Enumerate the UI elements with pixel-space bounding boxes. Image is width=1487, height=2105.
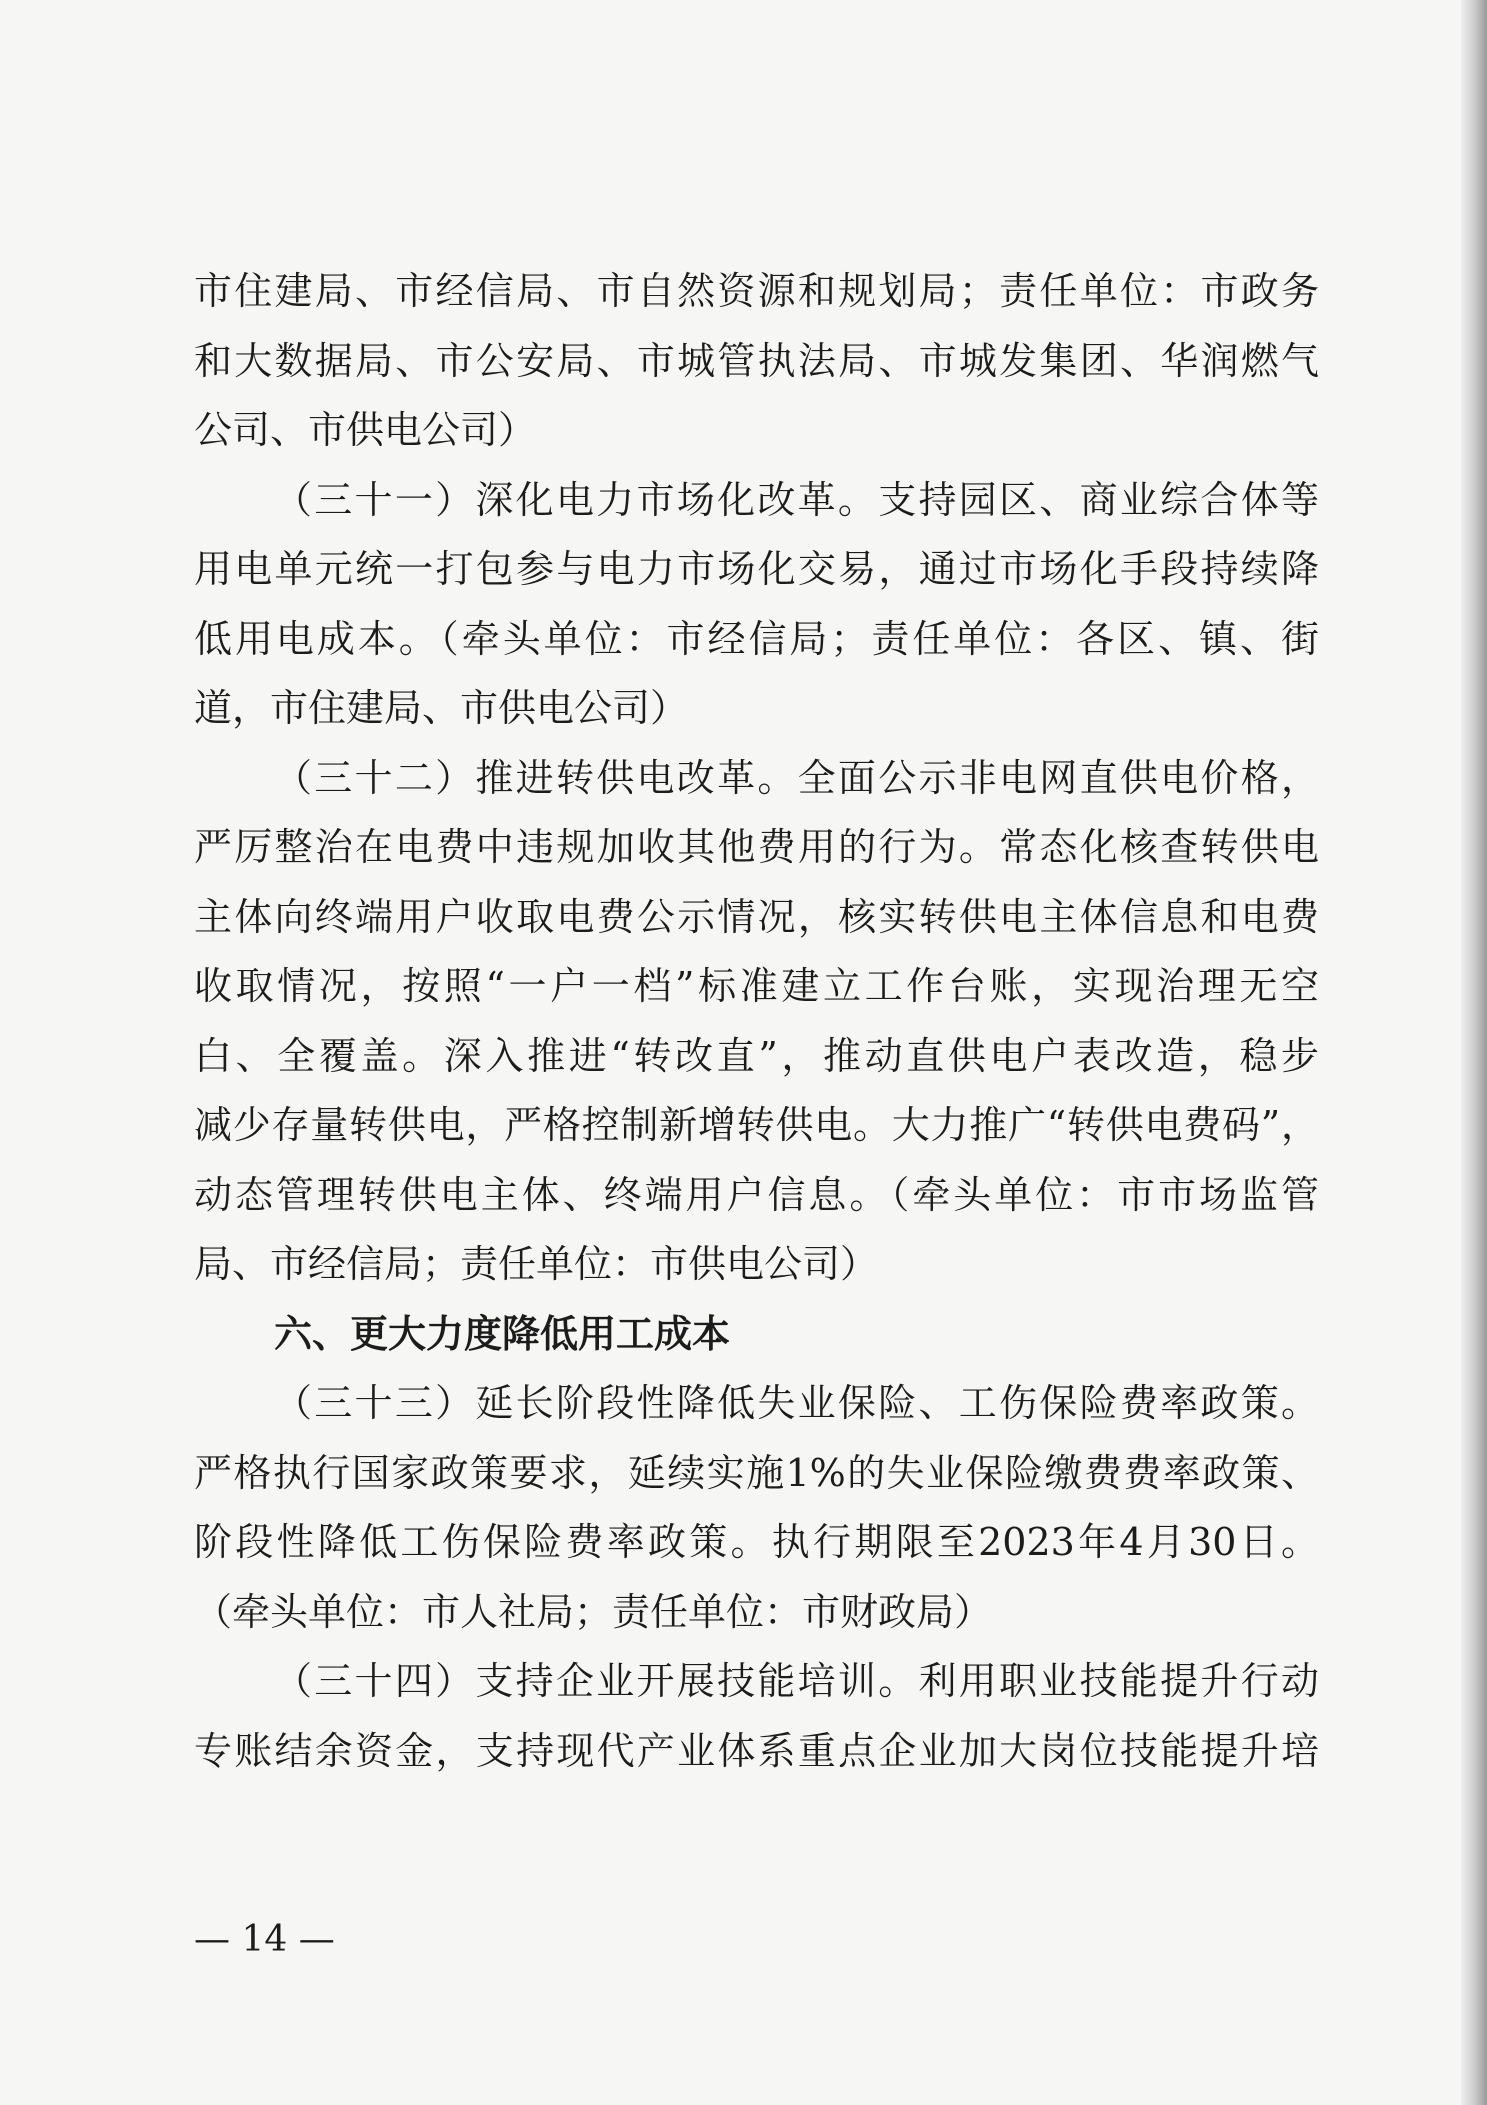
text-line: 用电单元统一打包参与电力市场化交易，通过市场化手段持续降	[194, 547, 1319, 591]
text-line: 动态管理转供电主体、终端用户信息。（牵头单位：市市场监管	[194, 1172, 1319, 1217]
text-line: 和大数据局、市公安局、市城管执法局、市城发集团、华润燃气	[194, 338, 1319, 383]
section-heading: 六、更大力度降低用工成本	[274, 1311, 731, 1356]
text-line: 主体向终端用户收取电费公示情况，核实转供电主体信息和电费	[194, 894, 1319, 939]
text-line: 阶段性降低工伤保险费率政策。执行期限至2023年4月30日。	[194, 1520, 1319, 1564]
text-line: 局、市经信局；责任单位：市供电公司）	[194, 1242, 879, 1286]
paragraph-33-start: （三十三）延长阶段性降低失业保险、工伤保险费率政策。	[274, 1381, 1319, 1425]
text-line: 减少存量转供电，严格控制新增转供电。大力推广“转供电费码”，	[194, 1103, 1319, 1147]
text-line: （牵头单位：市人社局；责任单位：市财政局）	[194, 1589, 993, 1634]
paragraph-31-start: （三十一）深化电力市场化改革。支持园区、商业综合体等	[274, 477, 1319, 522]
text-line: 收取情况，按照“一户一档”标准建立工作台账，实现治理无空	[194, 964, 1319, 1008]
text-line: 公司、市供电公司）	[194, 408, 537, 452]
body-text	[194, 257, 1319, 1786]
text-line: 市住建局、市经信局、市自然资源和规划局；责任单位：市政务	[194, 269, 1319, 313]
text-line: 严格执行国家政策要求，延续实施1%的失业保险缴费费率政策、	[194, 1450, 1319, 1495]
text-line: 道，市住建局、市供电公司）	[194, 686, 689, 730]
page-edge-shadow	[1461, 0, 1487, 2105]
text-line: 专账结余资金，支持现代产业体系重点企业加大岗位技能提升培	[194, 1728, 1319, 1773]
paragraph-32-start: （三十二）推进转供电改革。全面公示非电网直供电价格，	[274, 755, 1319, 800]
page-number: — 14 —	[194, 1919, 335, 1960]
paragraph-34-start: （三十四）支持企业开展技能培训。利用职业技能提升行动	[274, 1659, 1319, 1703]
text-line: 严厉整治在电费中违规加收其他费用的行为。常态化核查转供电	[194, 825, 1319, 869]
text-line: 低用电成本。（牵头单位：市经信局；责任单位：各区、镇、街	[194, 616, 1319, 661]
text-line: 白、全覆盖。深入推进“转改直”，推动直供电户表改造，稳步	[194, 1033, 1319, 1078]
